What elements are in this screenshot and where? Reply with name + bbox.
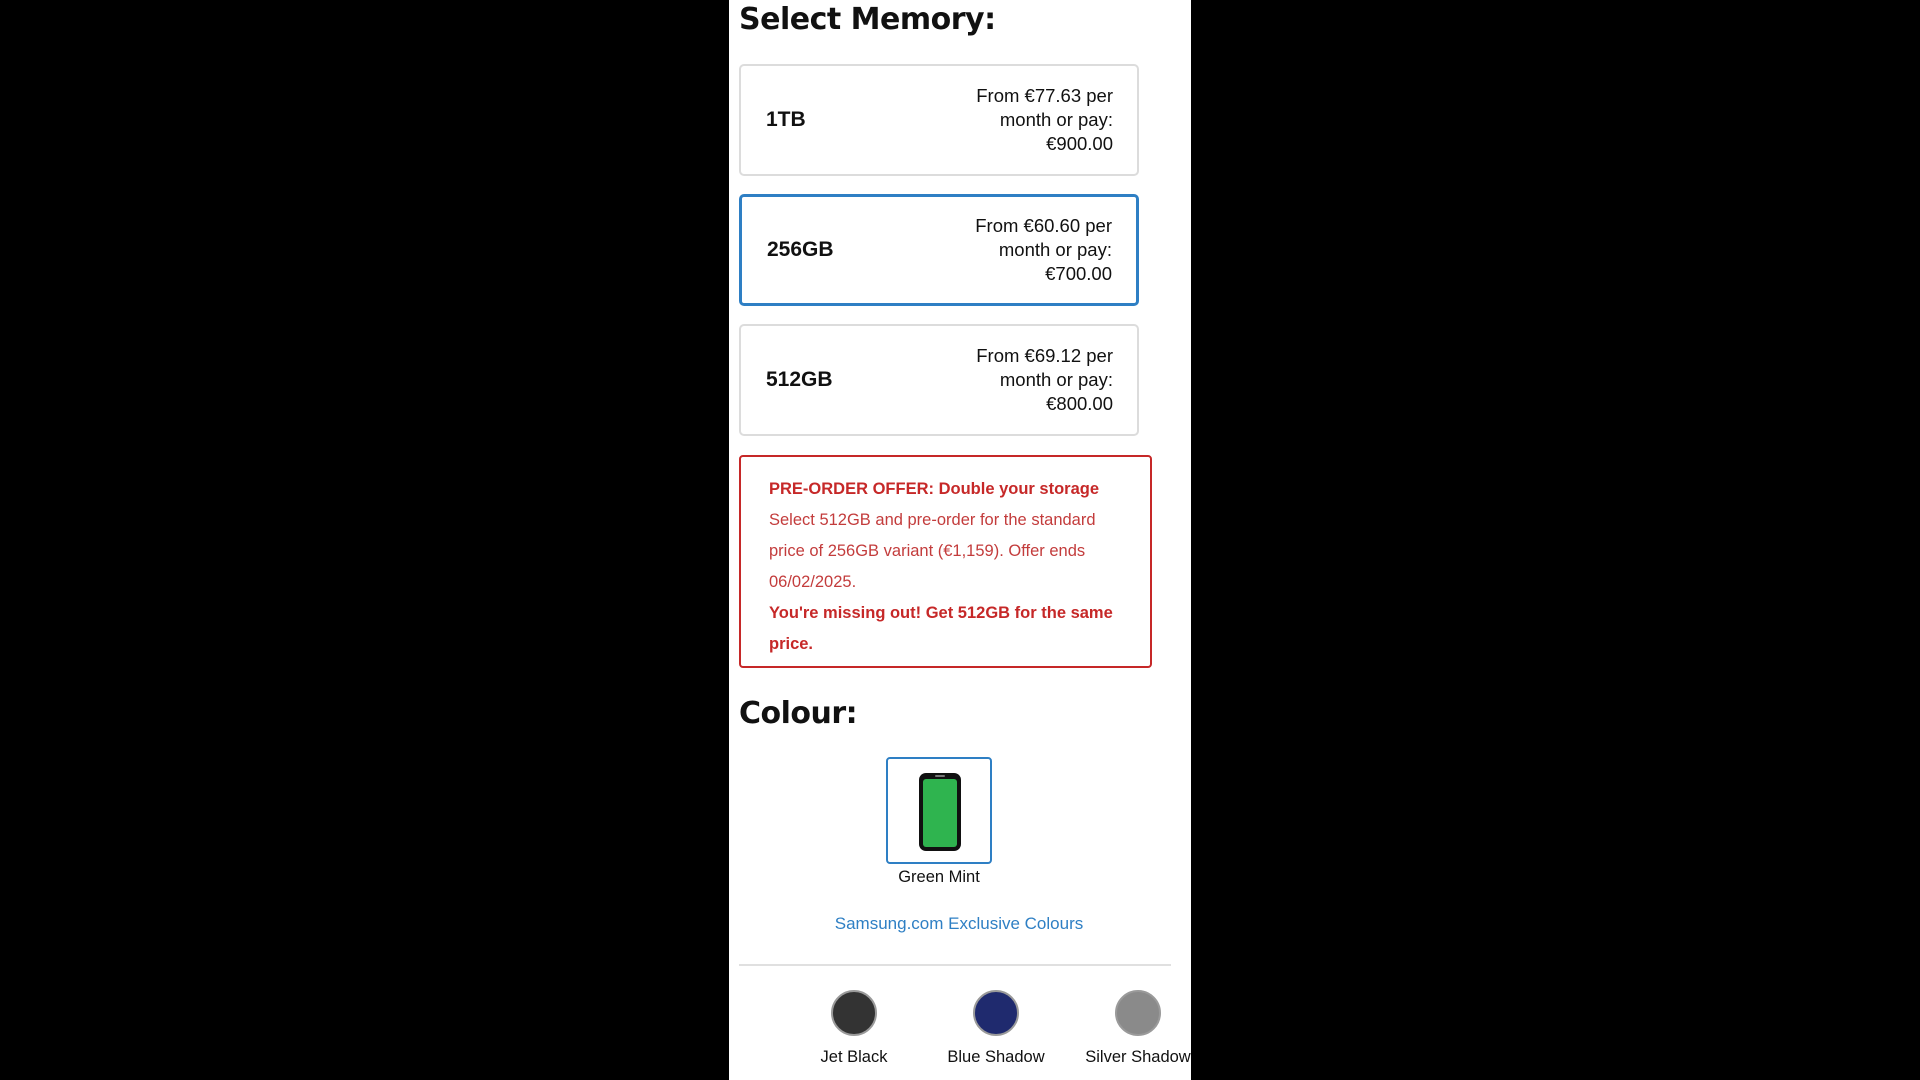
colour-dot	[973, 990, 1019, 1036]
colour-heading: Colour:	[739, 696, 858, 731]
memory-size-label: 512GB	[766, 368, 833, 391]
memory-size-label: 256GB	[767, 238, 834, 261]
colour-label: Silver Shadow	[1085, 1048, 1191, 1066]
colour-option-blue-shadow[interactable]	[926, 990, 1066, 1067]
memory-heading: Select Memory:	[739, 2, 996, 37]
memory-option-1tb[interactable]	[739, 64, 1139, 176]
memory-price-label: From €60.60 per month or pay: €700.00	[975, 215, 1112, 284]
colour-label: Jet Black	[820, 1048, 888, 1066]
colour-dot	[1115, 990, 1161, 1036]
offer-cta: You're missing out! Get 512GB for the same price.	[769, 604, 1113, 653]
phone-icon	[917, 771, 963, 853]
colour-option-silver-shadow[interactable]	[1068, 990, 1191, 1067]
divider	[739, 964, 1171, 966]
product-options-panel	[729, 0, 1191, 1080]
offer-body: Select 512GB and pre-order for the standard price of 256GB variant (€1,159). Offer ends 06/02/2025.	[769, 511, 1096, 591]
colour-dot	[831, 990, 877, 1036]
memory-price-label: From €69.12 per month or pay: €800.00	[976, 345, 1113, 414]
selected-colour-name: Green Mint	[898, 868, 980, 886]
colour-label: Blue Shadow	[947, 1048, 1045, 1066]
exclusive-colours-link[interactable]: Samsung.com Exclusive Colours	[834, 914, 1084, 933]
offer-title: PRE-ORDER OFFER: Double your storage	[769, 480, 1100, 498]
pre-order-offer-box	[739, 455, 1152, 668]
colour-swatch-green-mint[interactable]	[886, 757, 992, 864]
memory-price-label: From €77.63 per month or pay: €900.00	[976, 85, 1113, 154]
memory-option-512gb[interactable]	[739, 324, 1139, 436]
memory-size-label: 1TB	[766, 108, 806, 131]
colour-option-jet-black[interactable]	[784, 990, 924, 1067]
memory-option-256gb[interactable]	[739, 194, 1139, 306]
